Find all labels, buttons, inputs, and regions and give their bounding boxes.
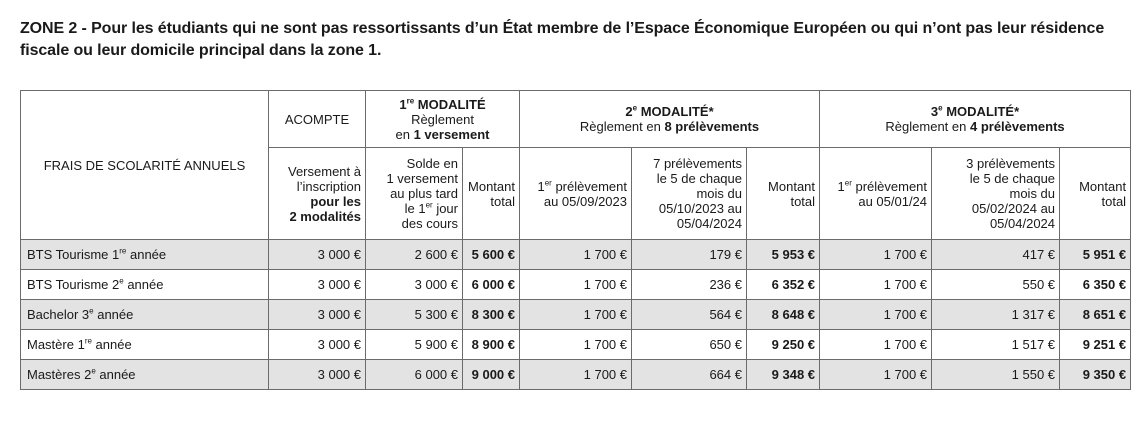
fees-table bbox=[20, 90, 1131, 390]
header-modalite-1: 1re MODALITÉ Règlement en 1 versement bbox=[366, 91, 520, 148]
m2-rest-cell: 236 € bbox=[632, 270, 747, 300]
total2-cell: 9 250 € bbox=[747, 330, 820, 360]
m3-rest-cell: 1 517 € bbox=[932, 330, 1060, 360]
acompte-cell: 3 000 € bbox=[269, 240, 366, 270]
acompte-cell: 3 000 € bbox=[269, 300, 366, 330]
table-row bbox=[21, 360, 1131, 390]
header-montant-total-1: Montant total bbox=[463, 148, 520, 240]
page-heading: ZONE 2 - Pour les étudiants qui ne sont pas ressortissants d’un État membre de l’Espace Économique Européen ou qui n’ont pas leur résidence fiscale ou leur domicile principal dans la zone 1. bbox=[20, 20, 1105, 59]
m2-first-cell: 1 700 € bbox=[520, 360, 632, 390]
m2-rest-cell: 664 € bbox=[632, 360, 747, 390]
total3-cell: 9 251 € bbox=[1060, 330, 1131, 360]
m3-rest-cell: 417 € bbox=[932, 240, 1060, 270]
total1-cell: 8 900 € bbox=[463, 330, 520, 360]
total3-cell: 9 350 € bbox=[1060, 360, 1131, 390]
total2-cell: 9 348 € bbox=[747, 360, 820, 390]
m2-rest-cell: 564 € bbox=[632, 300, 747, 330]
total1-cell: 5 600 € bbox=[463, 240, 520, 270]
m3-first-cell: 1 700 € bbox=[820, 330, 932, 360]
m2-first-cell: 1 700 € bbox=[520, 300, 632, 330]
program-name: Bachelor 3e année bbox=[21, 300, 269, 330]
header-m3-first: 1er prélèvement au 05/01/24 bbox=[820, 148, 932, 240]
total3-cell: 5 951 € bbox=[1060, 240, 1131, 270]
total1-cell: 6 000 € bbox=[463, 270, 520, 300]
table-row bbox=[21, 300, 1131, 330]
m3-rest-cell: 550 € bbox=[932, 270, 1060, 300]
header-montant-total-3: Montant total bbox=[1060, 148, 1131, 240]
program-name: BTS Tourisme 1re année bbox=[21, 240, 269, 270]
total3-cell: 8 651 € bbox=[1060, 300, 1131, 330]
header-modalite-2: 2e MODALITÉ* Règlement en 8 prélèvements bbox=[520, 91, 820, 148]
solde-cell: 6 000 € bbox=[366, 360, 463, 390]
table-row bbox=[21, 270, 1131, 300]
header-m2-rest: 7 prélèvements le 5 de chaque mois du 05/10/2023 au 05/04/2024 bbox=[632, 148, 747, 240]
solde-cell: 2 600 € bbox=[366, 240, 463, 270]
solde-cell: 5 300 € bbox=[366, 300, 463, 330]
m3-first-cell: 1 700 € bbox=[820, 360, 932, 390]
header-acompte-sub: Versement à l’inscription pour les 2 modalités bbox=[269, 148, 366, 240]
solde-cell: 5 900 € bbox=[366, 330, 463, 360]
table-row bbox=[21, 330, 1131, 360]
total2-cell: 6 352 € bbox=[747, 270, 820, 300]
total1-cell: 9 000 € bbox=[463, 360, 520, 390]
program-name: Mastère 1re année bbox=[21, 330, 269, 360]
acompte-cell: 3 000 € bbox=[269, 360, 366, 390]
m2-first-cell: 1 700 € bbox=[520, 330, 632, 360]
total1-cell: 8 300 € bbox=[463, 300, 520, 330]
m2-first-cell: 1 700 € bbox=[520, 270, 632, 300]
total2-cell: 5 953 € bbox=[747, 240, 820, 270]
m3-rest-cell: 1 550 € bbox=[932, 360, 1060, 390]
total2-cell: 8 648 € bbox=[747, 300, 820, 330]
header-acompte: ACOMPTE bbox=[269, 91, 366, 148]
m3-first-cell: 1 700 € bbox=[820, 240, 932, 270]
header-row-top bbox=[21, 91, 1131, 148]
acompte-cell: 3 000 € bbox=[269, 270, 366, 300]
program-name: Mastères 2e année bbox=[21, 360, 269, 390]
header-m2-first: 1er prélèvement au 05/09/2023 bbox=[520, 148, 632, 240]
header-modalite-3: 3e MODALITÉ* Règlement en 4 prélèvements bbox=[820, 91, 1131, 148]
acompte-cell: 3 000 € bbox=[269, 330, 366, 360]
program-name: BTS Tourisme 2e année bbox=[21, 270, 269, 300]
solde-cell: 3 000 € bbox=[366, 270, 463, 300]
total3-cell: 6 350 € bbox=[1060, 270, 1131, 300]
header-montant-total-2: Montant total bbox=[747, 148, 820, 240]
header-frais: FRAIS DE SCOLARITÉ ANNUELS bbox=[21, 91, 269, 240]
m3-first-cell: 1 700 € bbox=[820, 300, 932, 330]
header-m3-rest: 3 prélèvements le 5 de chaque mois du 05/02/2024 au 05/04/2024 bbox=[932, 148, 1060, 240]
m2-first-cell: 1 700 € bbox=[520, 240, 632, 270]
m3-first-cell: 1 700 € bbox=[820, 270, 932, 300]
m2-rest-cell: 650 € bbox=[632, 330, 747, 360]
table-row bbox=[21, 240, 1131, 270]
header-solde: Solde en 1 versement au plus tard le 1er jour des cours bbox=[366, 148, 463, 240]
m3-rest-cell: 1 317 € bbox=[932, 300, 1060, 330]
m2-rest-cell: 179 € bbox=[632, 240, 747, 270]
